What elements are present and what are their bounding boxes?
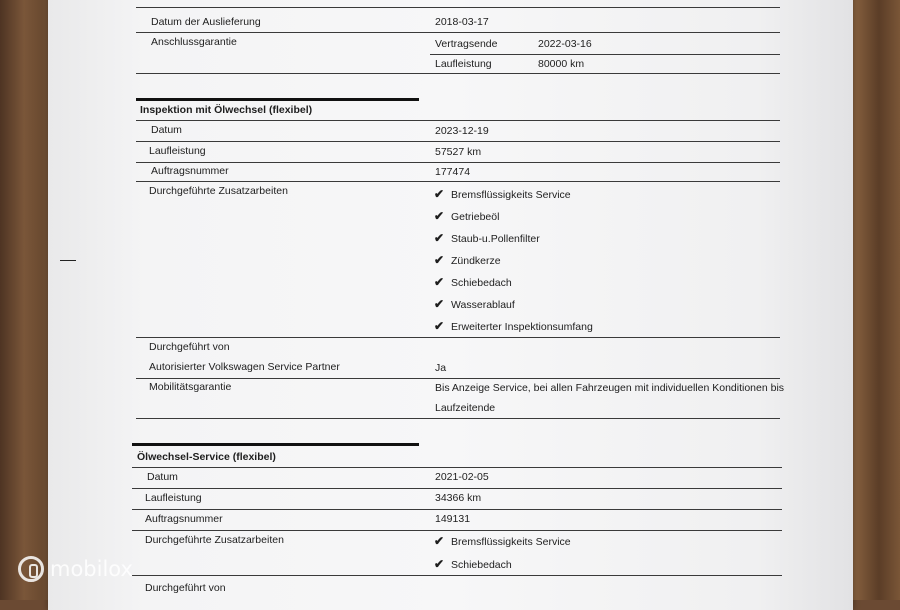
garantie-laufleistung-value: 80000 km xyxy=(538,58,585,70)
margin-mark xyxy=(60,260,76,261)
inspektion-zusatz-label: Durchgeführte Zusatzarbeiten xyxy=(149,185,288,197)
rule xyxy=(132,509,782,510)
zusatz-item: Zündkerze xyxy=(451,255,501,267)
oelwechsel-laufleistung-label: Laufleistung xyxy=(145,492,202,504)
rule xyxy=(136,7,780,8)
zusatz-item: Bremsflüssigkeits Service xyxy=(451,189,571,201)
inspektion-durchgefuehrt-label: Durchgeführt von xyxy=(149,341,230,353)
oelwechsel-datum-label: Datum xyxy=(147,471,178,483)
zusatz-item: Wasserablauf xyxy=(451,299,515,311)
zusatz-item: Schiebedach xyxy=(451,559,512,571)
oelwechsel-datum-value: 2021-02-05 xyxy=(435,471,489,483)
oelwechsel-auftrag-label: Auftragsnummer xyxy=(145,513,223,525)
inspektion-laufleistung-value: 57527 km xyxy=(435,146,482,158)
mobilox-watermark xyxy=(18,556,133,582)
checkmark-icon: ✔ xyxy=(434,297,445,311)
rule xyxy=(132,467,782,468)
rule xyxy=(136,73,780,74)
garantie-label: Anschlussgarantie xyxy=(151,36,237,48)
rule xyxy=(132,488,782,489)
vertragsende-label: Vertragsende xyxy=(435,38,498,50)
oelwechsel-title: Ölwechsel-Service (flexibel) xyxy=(137,451,276,463)
checkmark-icon: ✔ xyxy=(434,187,445,201)
zusatz-item: Schiebedach xyxy=(451,277,512,289)
inspektion-auftrag-value: 177474 xyxy=(435,166,471,178)
rule xyxy=(136,162,780,163)
watermark-text: mobilox xyxy=(50,557,133,581)
checkmark-icon: ✔ xyxy=(434,275,445,289)
oelwechsel-auftrag-value: 149131 xyxy=(435,513,471,525)
section-bar xyxy=(136,98,419,101)
vertragsende-value: 2022-03-16 xyxy=(538,38,592,50)
garantie-laufleistung-label: Laufleistung xyxy=(435,58,492,70)
mobilitaet-label: Mobilitätsgarantie xyxy=(149,381,232,393)
oelwechsel-durchgefuehrt-label: Durchgeführt von xyxy=(145,582,226,594)
checkmark-icon: ✔ xyxy=(434,209,445,223)
zusatz-item: Bremsflüssigkeits Service xyxy=(451,536,571,548)
oelwechsel-zusatz-label: Durchgeführte Zusatzarbeiten xyxy=(145,534,284,546)
rule xyxy=(430,54,780,55)
rule xyxy=(136,141,780,142)
rule xyxy=(136,418,780,419)
mobilitaet-value-line1: Bis Anzeige Service, bei allen Fahrzeugen mit individuellen Konditionen bis xyxy=(435,382,785,394)
checkmark-icon: ✔ xyxy=(434,557,445,571)
mobilox-logo-icon xyxy=(18,556,44,582)
inspektion-title: Inspektion mit Ölwechsel (flexibel) xyxy=(140,104,313,116)
oelwechsel-laufleistung-value: 34366 km xyxy=(435,492,482,504)
mobilitaet-value-line2: Laufzeitende xyxy=(435,402,496,414)
inspektion-laufleistung-label: Laufleistung xyxy=(149,145,206,157)
inspektion-datum-value: 2023-12-19 xyxy=(435,125,489,137)
rule xyxy=(136,337,780,338)
checkmark-icon: ✔ xyxy=(434,534,445,548)
inspektion-partner-value: Ja xyxy=(435,362,447,374)
inspektion-partner-label: Autorisierter Volkswagen Service Partner xyxy=(149,361,340,373)
inspektion-datum-label: Datum xyxy=(151,124,182,136)
zusatz-item: Staub-u.Pollenfilter xyxy=(451,233,540,245)
checkmark-icon: ✔ xyxy=(434,253,445,267)
auslieferung-value: 2018-03-17 xyxy=(435,16,489,28)
checkmark-icon: ✔ xyxy=(434,319,445,333)
rule xyxy=(132,530,782,531)
rule xyxy=(132,575,782,576)
rule xyxy=(136,378,780,379)
service-document xyxy=(48,0,853,610)
checkmark-icon: ✔ xyxy=(434,231,445,245)
zusatz-item: Getriebeöl xyxy=(451,211,500,223)
rule xyxy=(136,32,780,33)
rule xyxy=(136,181,780,182)
zusatz-item: Erweiterter Inspektionsumfang xyxy=(451,321,593,333)
auslieferung-label: Datum der Auslieferung xyxy=(151,16,261,28)
inspektion-auftrag-label: Auftragsnummer xyxy=(151,165,229,177)
section-bar xyxy=(132,443,419,446)
rule xyxy=(136,120,780,121)
